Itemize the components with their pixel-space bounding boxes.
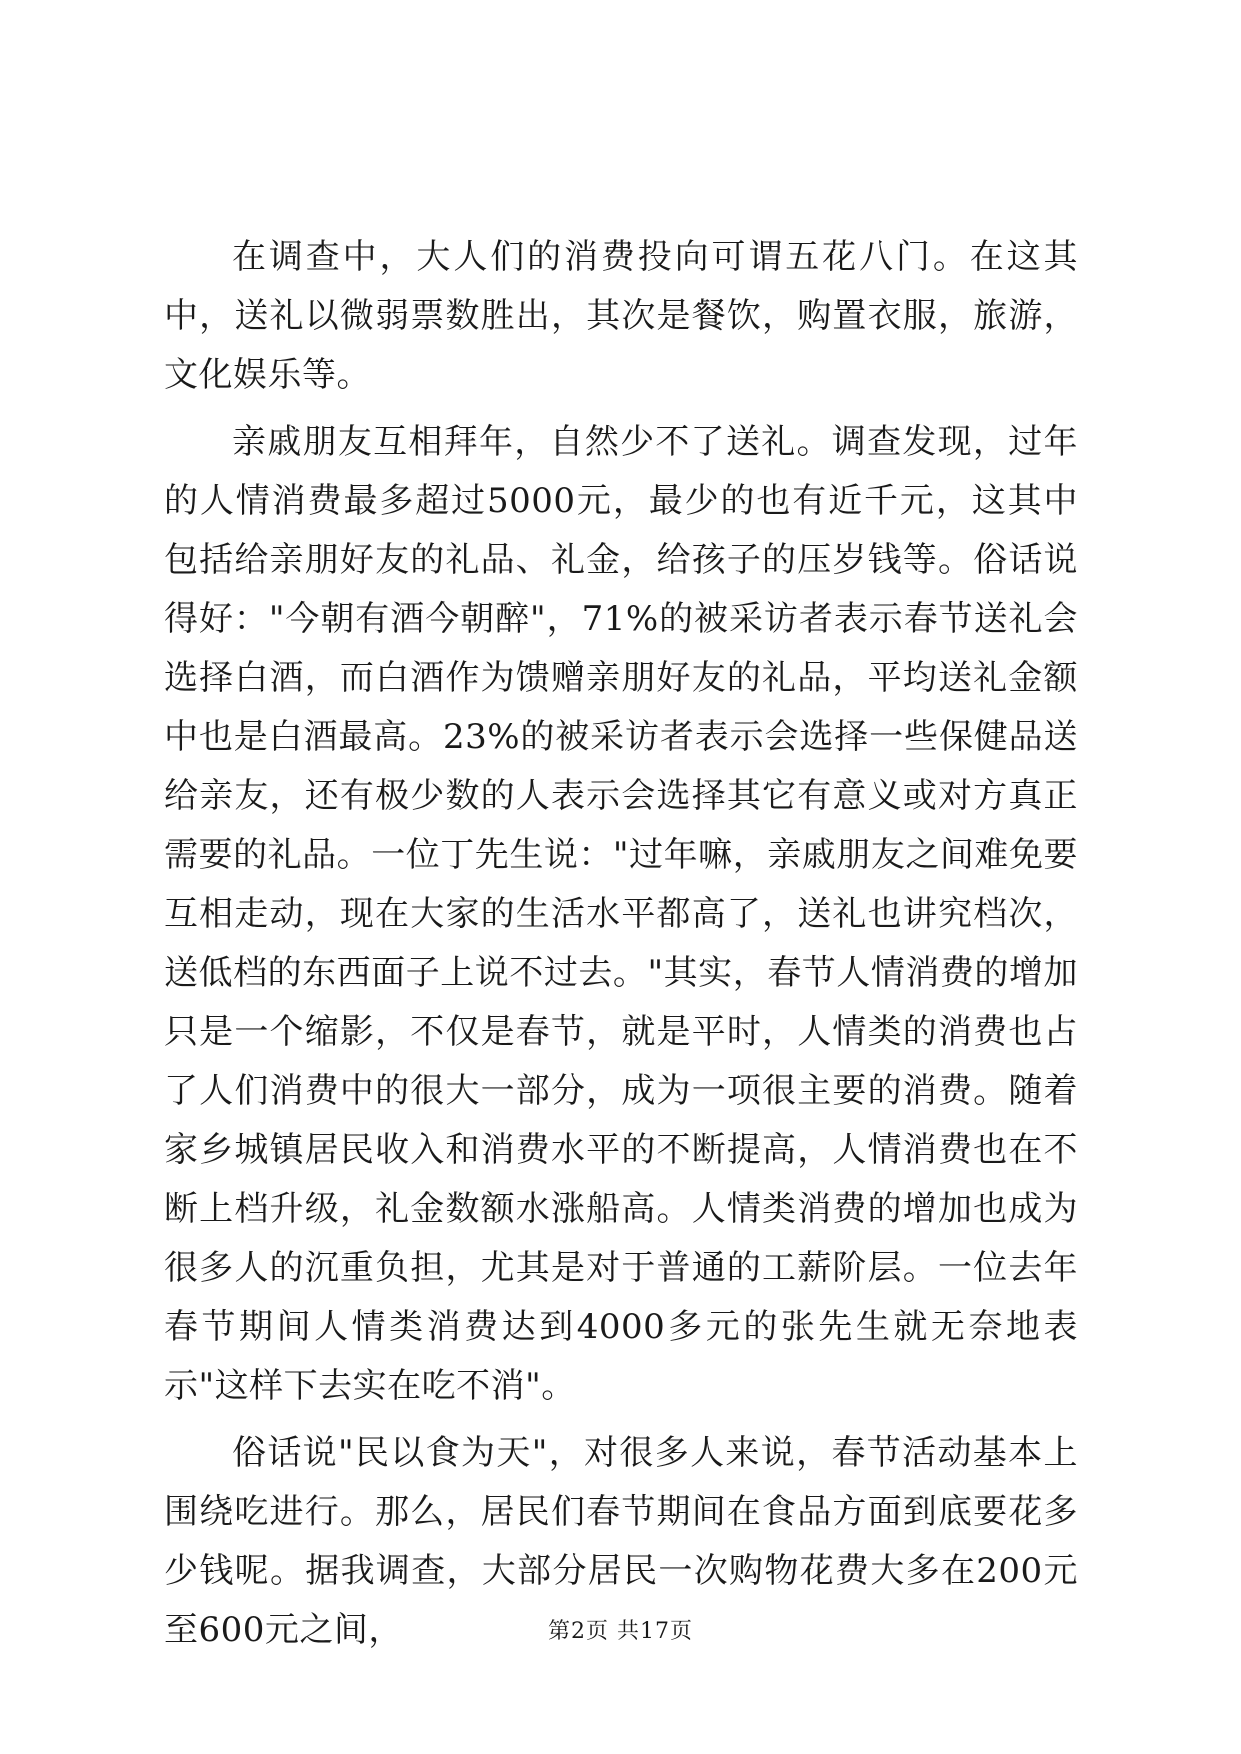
paragraph-consumption-overview: 在调查中，大人们的消费投向可谓五花八门。在这其中，送礼以微弱票数胜出，其次是餐饮，购置衣服，旅游，文化娱乐等。 [164,237,1078,395]
page-number-footer: 第2页 共17页 [548,1619,693,1644]
paragraph-food-spending: 俗话说"民以食为天"，对很多人来说，春节活动基本上围绕吃进行。那么，居民们春节期间在食品方面到底要花多少钱呢。据我调查，大部分居民一次购物花费大多在200元至600元之间， [164,1433,1078,1650]
document-body [164,228,1078,1660]
paragraph-gift-spending: 亲戚朋友互相拜年，自然少不了送礼。调查发现，过年的人情消费最多超过5000元，最少的也有近千元，这其中包括给亲朋好友的礼品、礼金，给孩子的压岁钱等。俗话说得好："今朝有酒今朝醉"，71%的被采访者表示春节送礼会选择白酒，而白酒作为馈赠亲朋好友的礼品，平均送礼金额中也是白酒最高。23%的被采访者表示会选择一些保健品送给亲友，还有极少数的人表示会选择其它有意义或对方真正需要的礼品。一位丁先生说："过年嘛，亲戚朋友之间难免要互相走动，现在大家的生活水平都高了，送礼也讲究档次，送低档的东西面子上说不过去。"其实，春节人情消费的增加只是一个缩影，不仅是春节，就是平时，人情类的消费也占了人们消费中的很大一部分，成为一项很主要的消费。随着家乡城镇居民收入和消费水平的不断提高，人情消费也在不断上档升级，礼金数额水涨船高。人情类消费的增加也成为很多人的沉重负担，尤其是对于普通的工薪阶层。一位去年春节期间人情类消费达到4000多元的张先生就无奈地表示"这样下去实在吃不消"。 [164,422,1078,1406]
